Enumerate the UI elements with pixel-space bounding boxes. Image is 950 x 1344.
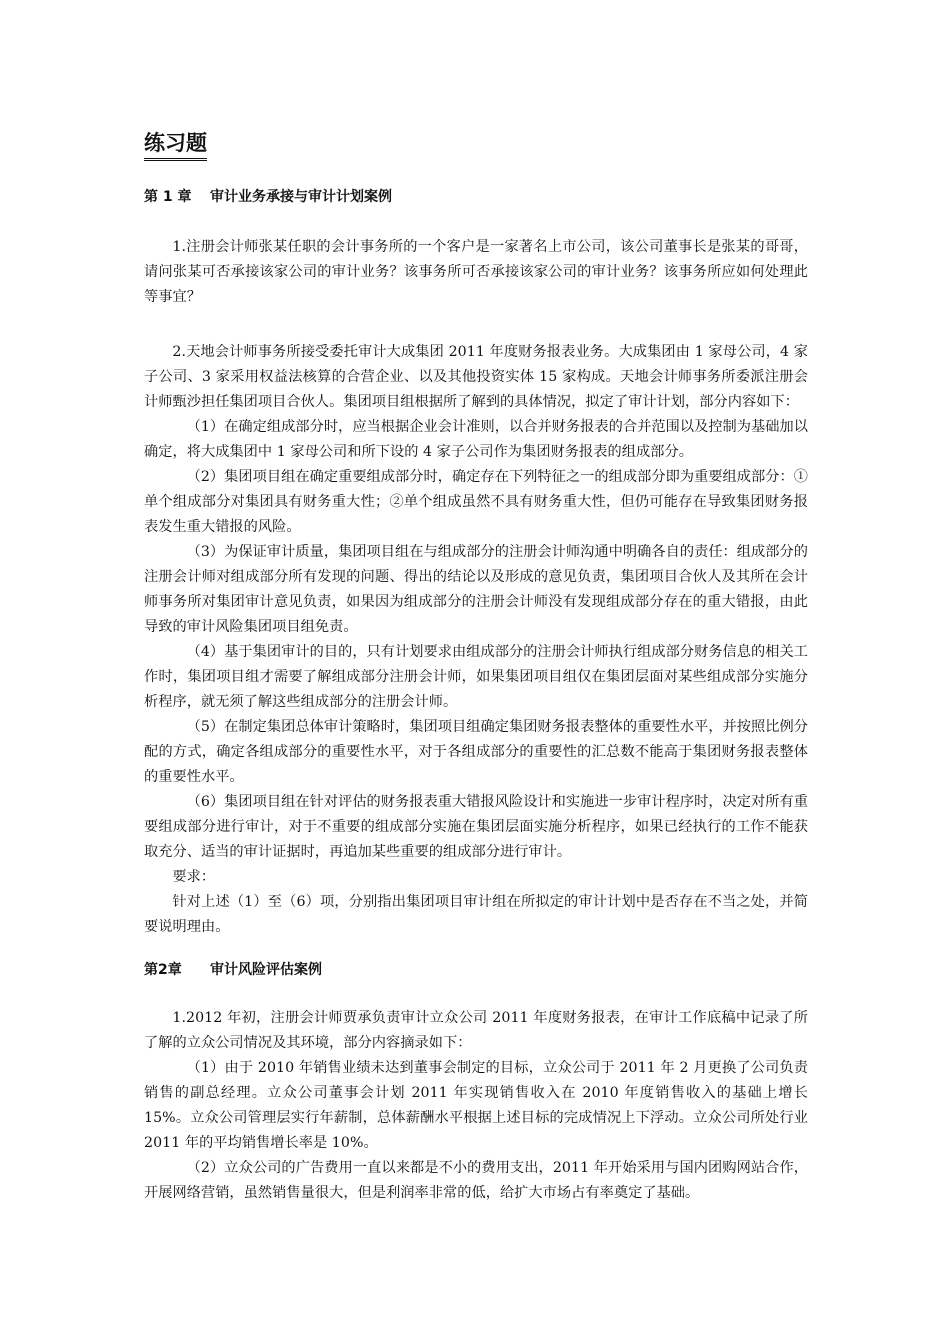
question-2-item-6: （6）集团项目组在针对评估的财务报表重大错报风险设计和实施进一步审计程序时，决定对所有重要组成部分进行审计，对于不重要的组成部分实施在集团层面实施分析程序，如果已经执行的工作不能获取充分、适当的审计证据时，再追加某些重要的组成部分进行审计。 bbox=[144, 794, 808, 860]
chapter-1-name: 审计业务承接与审计计划案例 bbox=[210, 189, 392, 205]
page-title: 练习题 bbox=[144, 128, 207, 161]
chapter-2-heading bbox=[144, 960, 808, 980]
chapter-2-number: 第2章 bbox=[144, 962, 182, 978]
chapter-1-number: 第 1 章 bbox=[144, 189, 192, 205]
chapter-2-question-1 bbox=[144, 1006, 808, 1206]
chapter-2-question-1-intro: 1.2012 年初，注册会计师贾承负责审计立众公司 2011 年度财务报表，在审计工作底稿中记录了所了解的立众公司情况及其环境，部分内容摘录如下： bbox=[144, 1010, 808, 1051]
question-2-requirement-label: 要求： bbox=[172, 869, 216, 885]
chapter-1-heading bbox=[144, 187, 808, 207]
chapter-1-question-2 bbox=[144, 340, 808, 940]
question-2-item-1: （1）在确定组成部分时，应当根据企业会计准则，以合并财务报表的合并范围以及控制为基础加以确定，将大成集团中 1 家母公司和所下设的 4 家子公司作为集团财务报表的组成部分。 bbox=[144, 419, 808, 460]
question-2-item-5: （5）在制定集团总体审计策略时，集团项目组确定集团财务报表整体的重要性水平，并按照比例分配的方式，确定各组成部分的重要性水平，对于各组成部分的重要性的汇总数不能高于集团财务报表整体的重要性水平。 bbox=[144, 719, 808, 785]
question-2-item-2: （2）集团项目组在确定重要组成部分时，确定存在下列特征之一的组成部分即为重要组成部分：①单个组成部分对集团具有财务重大性；②单个组成虽然不具有财务重大性，但仍可能存在导致集团财务报表发生重大错报的风险。 bbox=[144, 469, 808, 535]
question-2-item-3: （3）为保证审计质量，集团项目组在与组成部分的注册会计师沟通中明确各自的责任：组成部分的注册会计师对组成部分所有发现的问题、得出的结论以及形成的意见负责，集团项目合伙人及其所在会计师事务所对集团审计意见负责，如果因为组成部分的注册会计师没有发现组成部分存在的重大错报，由此导致的审计风险集团项目组免责。 bbox=[144, 544, 808, 635]
question-2-requirement: 针对上述（1）至（6）项，分别指出集团项目审计组在所拟定的审计计划中是否存在不当之处，并简要说明理由。 bbox=[144, 894, 808, 935]
chapter-2-question-1-item-1: （1）由于 2010 年销售业绩未达到董事会制定的目标，立众公司于 2011 年 2 月更换了公司负责销售的副总经理。立众公司董事会计划 2011 年实现销售收入在 2010 年度销售收入的基础上增长 15%。立众公司管理层实行年薪制，总体薪酬水平根据上述目标的完成情况上下浮动。立众公司所处行业 2011 年的平均销售增长率是 10%。 bbox=[144, 1060, 808, 1151]
chapter-2-name: 审计风险评估案例 bbox=[210, 962, 322, 978]
question-1-text: 1.注册会计师张某任职的会计事务所的一个客户是一家著名上市公司，该公司董事长是张某的哥哥，请问张某可否承接该家公司的审计业务？该事务所可否承接该家公司的审计业务？该事务所应如何处理此等事宜？ bbox=[144, 239, 808, 305]
question-2-item-4: （4）基于集团审计的目的，只有计划要求由组成部分的注册会计师执行组成部分财务信息的相关工作时，集团项目组才需要了解组成部分注册会计师，如果集团项目组仅在集团层面对某些组成部分实施分析程序，就无须了解这些组成部分的注册会计师。 bbox=[144, 644, 808, 710]
chapter-2-question-1-item-2: （2）立众公司的广告费用一直以来都是不小的费用支出，2011 年开始采用与国内团购网站合作，开展网络营销，虽然销售量很大，但是利润率非常的低，给扩大市场占有率奠定了基础。 bbox=[144, 1160, 808, 1201]
chapter-1-question-1 bbox=[144, 235, 808, 310]
question-2-intro: 2.天地会计师事务所接受委托审计大成集团 2011 年度财务报表业务。大成集团由 1 家母公司，4 家子公司、3 家采用权益法核算的合营企业、以及其他投资实体 15 家构成。天地会计师事务所委派注册会计师甄沙担任集团项目合伙人。集团项目组根据所了解到的具体情况，拟定了审计计划，部分内容如下： bbox=[144, 344, 808, 410]
document-page bbox=[144, 128, 808, 1206]
